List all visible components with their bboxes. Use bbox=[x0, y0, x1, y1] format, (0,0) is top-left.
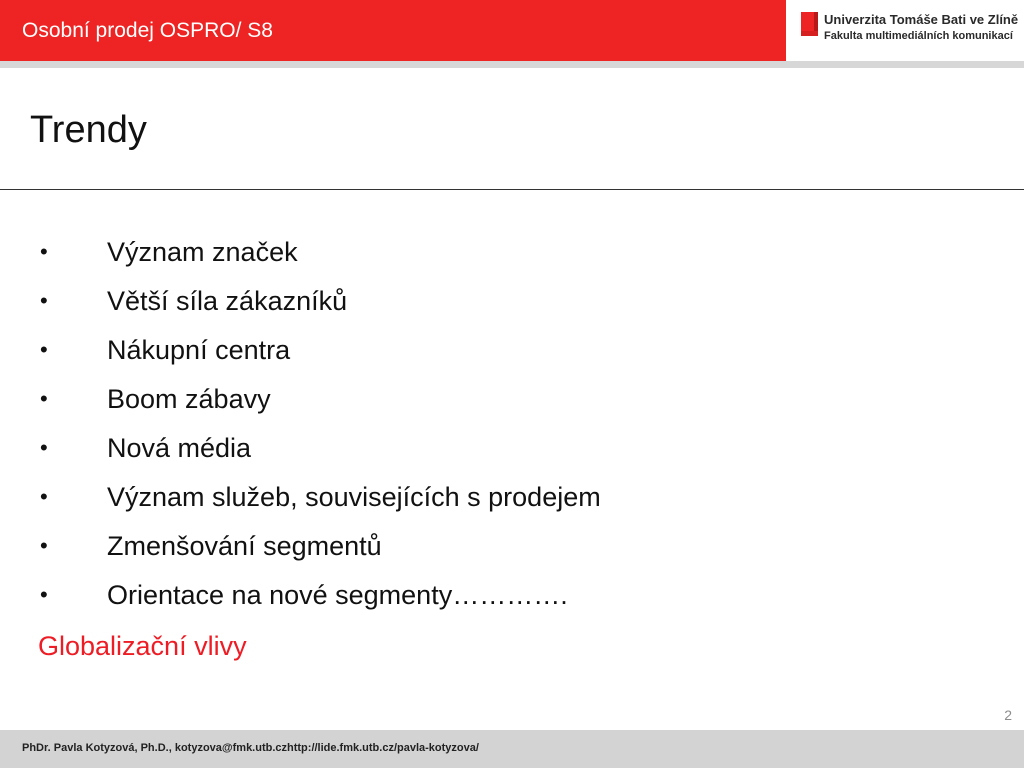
bullet-marker: • bbox=[40, 582, 48, 607]
bullet-marker: • bbox=[40, 484, 48, 509]
bullet-marker: • bbox=[40, 435, 48, 460]
bullet-text: Nákupní centra bbox=[107, 335, 291, 365]
bullet-text: Nová média bbox=[107, 433, 252, 463]
bullet-list bbox=[0, 229, 900, 621]
bullet-text: Boom zábavy bbox=[107, 384, 271, 414]
footer-bar bbox=[0, 730, 1024, 768]
logo-university-name: Univerzita Tomáše Bati ve Zlíně bbox=[824, 12, 1019, 27]
bullet-marker: • bbox=[40, 337, 48, 362]
list-item bbox=[0, 376, 900, 425]
bullet-text: Orientace na nové segmenty…………. bbox=[107, 580, 568, 610]
header-divider-strip bbox=[0, 61, 1024, 68]
bullet-text: Význam značek bbox=[107, 237, 298, 267]
highlight-text: Globalizační vlivy bbox=[38, 631, 247, 661]
list-item bbox=[0, 425, 900, 474]
bullet-marker: • bbox=[40, 386, 48, 411]
book-logo-icon bbox=[801, 12, 819, 36]
list-item bbox=[0, 572, 900, 621]
bullet-marker: • bbox=[40, 288, 48, 313]
bullet-text: Zmenšování segmentů bbox=[107, 531, 382, 561]
slide-title: Trendy bbox=[30, 109, 147, 151]
header-bar bbox=[0, 0, 786, 61]
bullet-marker: • bbox=[40, 533, 48, 558]
header-title: Osobní prodej OSPRO/ S8 bbox=[22, 19, 273, 42]
bullet-text: Větší síla zákazníků bbox=[107, 286, 348, 316]
list-item bbox=[0, 474, 900, 523]
list-item bbox=[0, 523, 900, 572]
logo-faculty-name: Fakulta multimediálních komunikací bbox=[824, 30, 1013, 42]
list-item bbox=[0, 278, 900, 327]
list-item bbox=[0, 229, 900, 278]
title-underline bbox=[0, 189, 1024, 190]
bullet-marker: • bbox=[40, 239, 48, 264]
list-item bbox=[0, 327, 900, 376]
bullet-text: Význam služeb, souvisejících s prodejem bbox=[107, 482, 601, 512]
page-number: 2 bbox=[1004, 707, 1012, 723]
university-logo bbox=[786, 0, 1024, 61]
footer-author-contact: PhDr. Pavla Kotyzová, Ph.D., kotyzova@fmk.utb.czhttp://lide.fmk.utb.cz/pavla-kotyzova/ bbox=[22, 742, 479, 754]
